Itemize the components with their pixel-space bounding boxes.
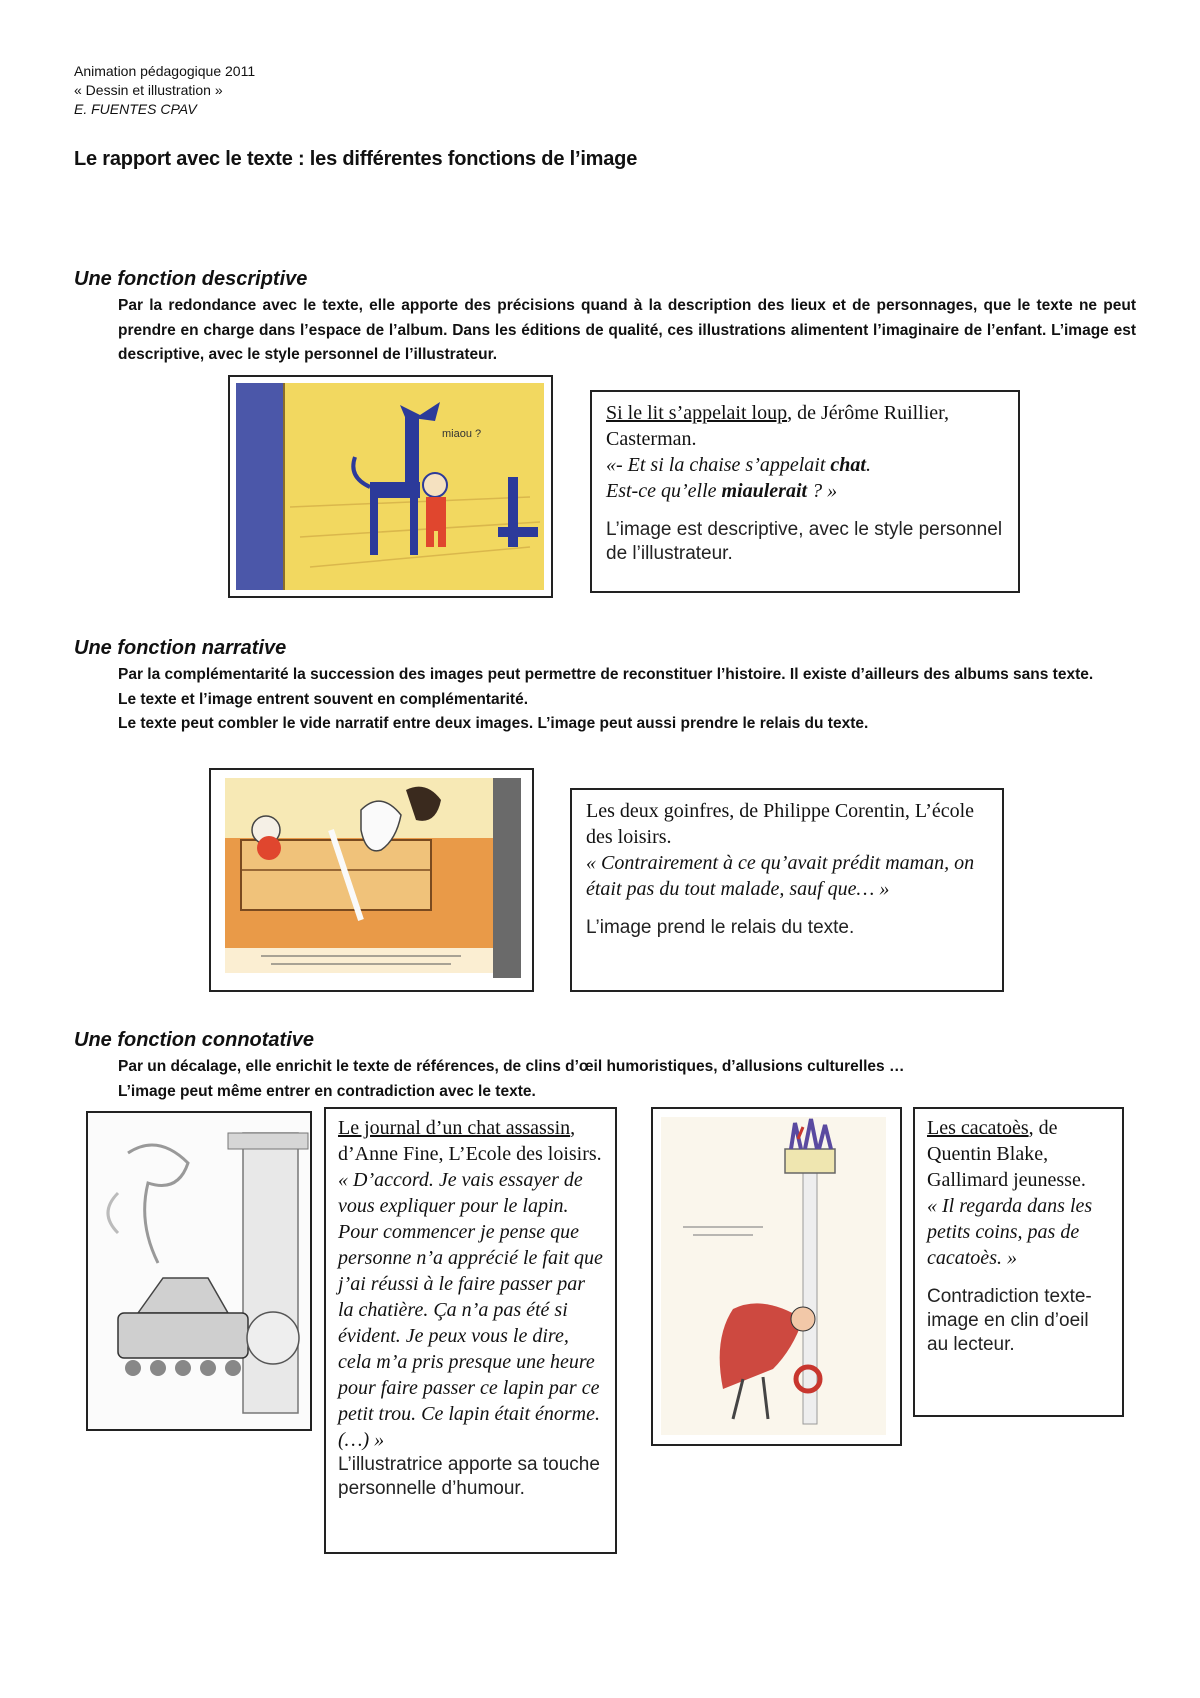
ruillier-book-ref: , de Jérôme Ruillier, Casterman. (606, 402, 950, 450)
connotative-line-1: Par un décalage, elle enrichit le texte de références, de clins d’œil humoristiques, d’allusions culturelles … (118, 1058, 905, 1075)
descriptive-paragraph: Par la redondance avec le texte, elle apporte des précisions quand à la description des lieux et de personnages, que le texte ne peut prendre en charge dans l’espace de l’album. Dans les éditions de qualité, ces illustrations alimentent l’imaginaire de l’enfant. L’image est descriptive, avec le style personnel de l’illustrateur. (118, 297, 1136, 363)
document-header (74, 62, 255, 119)
blake-illustration (651, 1107, 902, 1446)
header-line-3: E. FUENTES CPAV (74, 101, 197, 117)
connotative-line-2: L’image peut même entrer en contradiction avec le texte. (118, 1082, 536, 1100)
ruillier-book-title: Si le lit s’appelait loup (606, 402, 788, 424)
fine-quote: « D’accord. Je vais essayer de vous expliquer pour le lapin. Pour commencer je pense que personne n’a apprécié le fait que j’ai réussi à le faire passer par la chatière. Ça n’a pas été si évident. Je peux vous le dire, cela m’a pris presque une heure pour faire passer ce lapin par ce petit trou. Ce lapin était énorme. (…) » (338, 1169, 603, 1451)
illustration-speech-text: miaou ? (442, 428, 482, 440)
ruillier-illustration-drawing (230, 377, 551, 596)
blake-quote: « Il regarda dans les petits coins, pas de cacatoès. » (927, 1195, 1093, 1269)
section-title-descriptive: Une fonction descriptive (74, 268, 308, 290)
ruillier-comment: L’image est descriptive, avec le style personnel de l’illustrateur. (606, 519, 1003, 564)
corentin-book-ref: Les deux goinfres, de Philippe Corentin, L’école des loisirs. (586, 800, 975, 848)
fine-illustration-drawing (88, 1113, 310, 1429)
narrative-line-3: Le texte peut combler le vide narratif entre deux images. L’image peut aussi prendre le relais du texte. (118, 715, 869, 732)
fine-illustration (86, 1111, 312, 1431)
section-title-narrative: Une fonction narrative (74, 637, 287, 659)
page-title: Le rapport avec le texte : les différentes fonctions de l’image (74, 148, 638, 170)
narrative-line-2: Le texte et l’image entrent souvent en complémentarité. (118, 690, 529, 708)
ruillier-quote-part-c: . (865, 454, 871, 476)
connotative-paragraph (118, 1055, 1136, 1104)
narrative-line-1: Par la complémentarité la succession des images peut permettre de reconstituer l’histoire. Il existe d’ailleurs des albums sans texte. (118, 666, 1094, 683)
header-line-1: Animation pédagogique 2011 (74, 63, 256, 79)
corentin-comment: L’image prend le relais du texte. (586, 917, 855, 938)
fine-comment: L’illustratrice apporte sa touche personnelle d’humour. (338, 1454, 600, 1499)
fine-citation-box (324, 1107, 617, 1554)
corentin-quote: « Contrairement à ce qu’avait prédit maman, on était pas du tout malade, sauf que… » (586, 852, 975, 900)
blake-illustration-drawing (653, 1109, 900, 1444)
corentin-illustration (209, 768, 534, 992)
ruillier-quote-part-b: chat (830, 454, 866, 476)
ruillier-illustration (228, 375, 553, 598)
ruillier-quote2-part-c: ? » (807, 480, 838, 502)
blake-book-ref: , de Quentin Blake, Gallimard jeunesse. (927, 1117, 1086, 1191)
section-title-connotative: Une fonction connotative (74, 1029, 314, 1051)
corentin-citation-box (570, 788, 1004, 992)
ruillier-citation-box (590, 390, 1020, 593)
narrative-paragraph (118, 663, 1136, 737)
corentin-illustration-drawing (211, 770, 532, 990)
ruillier-quote2-part-a: Est-ce qu’elle (606, 480, 722, 502)
ruillier-quote2-part-b: miaulerait (721, 480, 808, 502)
ruillier-quote-part-a: «- Et si la chaise s’appelait (606, 454, 831, 476)
blake-comment: Contradiction texte-image en clin d’oeil au lecteur. (927, 1286, 1092, 1355)
blake-citation-box (913, 1107, 1124, 1417)
blake-book-title: Les cacatoès (927, 1117, 1029, 1139)
header-line-2: « Dessin et illustration » (74, 82, 223, 98)
fine-book-ref: , d’Anne Fine, L’Ecole des loisirs. (338, 1117, 602, 1165)
fine-book-title: Le journal d’un chat assassin (338, 1117, 571, 1139)
